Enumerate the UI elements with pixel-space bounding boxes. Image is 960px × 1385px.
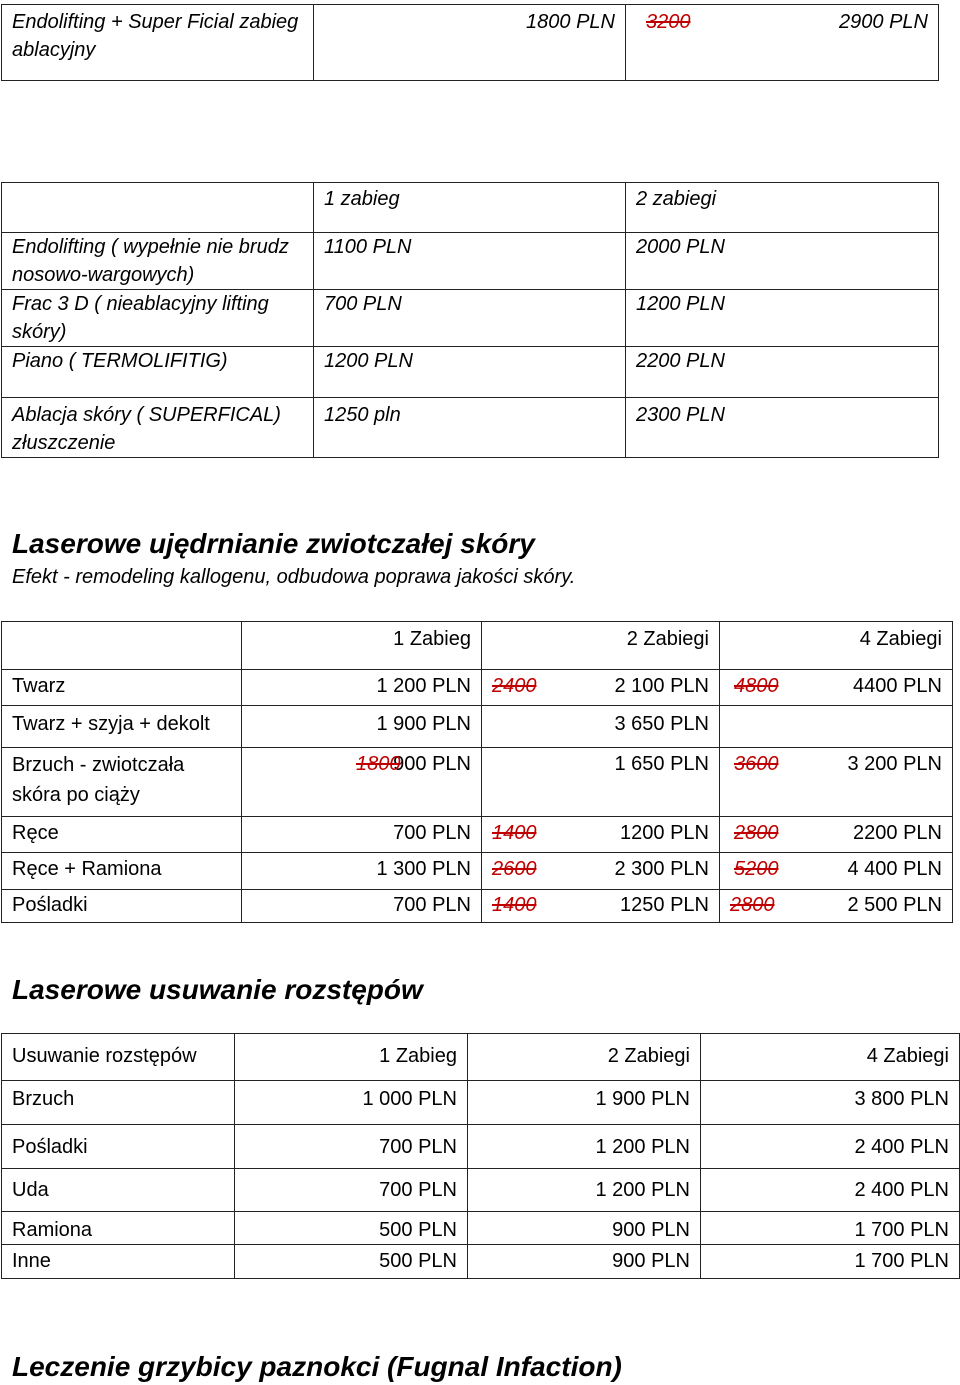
- table-header-row: [2, 1034, 960, 1081]
- treatment-name: Ręce + Ramiona: [2, 853, 242, 890]
- price-cell: [482, 853, 720, 890]
- table-row: [2, 853, 953, 890]
- price-value: 2200 PLN: [853, 822, 942, 844]
- price-cell: 700 PLN: [235, 1169, 468, 1212]
- price-value: 3 200 PLN: [847, 753, 942, 775]
- price-value: 1200 PLN: [620, 822, 709, 844]
- price-cell: [720, 817, 953, 853]
- price-value: 2 300 PLN: [614, 858, 709, 880]
- price-cell: 700 PLN: [314, 290, 626, 347]
- price-cell: [482, 670, 720, 706]
- old-price: 2400: [492, 675, 537, 697]
- treatment-name: Piano ( TERMOLIFITIG): [2, 347, 314, 398]
- column-header: 2 Zabiegi: [482, 622, 720, 670]
- old-price: 5200: [734, 858, 779, 880]
- old-price: 2800: [734, 822, 779, 844]
- price-cell: [720, 670, 953, 706]
- price-cell: [720, 853, 953, 890]
- table-row: [2, 706, 953, 748]
- column-header: 4 Zabiegi: [720, 622, 953, 670]
- section-title: Leczenie grzybicy paznokci (Fugnal Infaction): [12, 1351, 622, 1382]
- price-cell: 1250 pln: [314, 398, 626, 458]
- price-value: 4 400 PLN: [847, 858, 942, 880]
- table-row: [2, 233, 939, 290]
- price-value: 1800 PLN: [526, 11, 615, 33]
- column-header: 1 zabieg: [314, 183, 626, 233]
- column-header: 4 Zabiegi: [701, 1034, 960, 1081]
- old-price: 2800: [730, 894, 775, 916]
- column-header: 1 Zabieg: [242, 622, 482, 670]
- area-name: Inne: [2, 1245, 235, 1279]
- treatment-name: Frac 3 D ( nieablacyjny lifting skóry): [2, 290, 314, 347]
- price-cell: 1200 PLN: [314, 347, 626, 398]
- empty-cell: [2, 622, 242, 670]
- price-value: 2 100 PLN: [614, 675, 709, 697]
- price-cell: 2 400 PLN: [701, 1169, 960, 1212]
- price-cell: 1 900 PLN: [242, 706, 482, 748]
- column-header: 2 Zabiegi: [468, 1034, 701, 1081]
- area-name: Uda: [2, 1169, 235, 1212]
- table-row: [2, 670, 953, 706]
- price-cell: 1 900 PLN: [468, 1081, 701, 1125]
- column-header: Usuwanie rozstępów: [2, 1034, 235, 1081]
- price-cell: 500 PLN: [235, 1212, 468, 1245]
- price-value: 1250 PLN: [620, 894, 709, 916]
- table-row: [2, 1245, 960, 1279]
- table-row: [2, 890, 953, 923]
- table-row: [2, 1081, 960, 1125]
- treatment-name: Brzuch - zwiotczała skóra po ciąży: [2, 748, 242, 817]
- firming-price-table: [1, 621, 953, 923]
- stretch-marks-table: [1, 1033, 960, 1279]
- price-cell: 2 400 PLN: [701, 1125, 960, 1169]
- price-cell: [720, 748, 953, 817]
- section-title: Laserowe usuwanie rozstępów: [12, 974, 423, 1005]
- treatment-name: Twarz: [2, 670, 242, 706]
- treatment-name: Ręce: [2, 817, 242, 853]
- treatments-table: [1, 182, 939, 458]
- table-row: [2, 817, 953, 853]
- old-price: 3200: [646, 11, 691, 33]
- price-cell: 3 800 PLN: [701, 1081, 960, 1125]
- price-cell: [482, 890, 720, 923]
- section-subtitle: Efekt - remodeling kallogenu, odbudowa poprawa jakości skóry.: [12, 566, 576, 588]
- price-cell: [482, 817, 720, 853]
- price-cell: 900 PLN: [468, 1212, 701, 1245]
- price-value: 900 PLN: [393, 753, 471, 775]
- price-cell: [720, 890, 953, 923]
- price-cell: [314, 5, 626, 81]
- price-cell: 1 000 PLN: [235, 1081, 468, 1125]
- old-price: 2600: [492, 858, 537, 880]
- treatment-name: Endolifting ( wypełnie nie brudz nosowo-wargowych): [2, 233, 314, 290]
- old-price: 1800: [356, 753, 401, 775]
- treatment-name: Twarz + szyja + dekolt: [2, 706, 242, 748]
- table-header-row: [2, 183, 939, 233]
- area-name: Pośladki: [2, 1125, 235, 1169]
- price-value: 4400 PLN: [853, 675, 942, 697]
- price-cell: 2200 PLN: [626, 347, 939, 398]
- empty-cell: [720, 706, 953, 748]
- column-header: 2 zabiegi: [626, 183, 939, 233]
- old-price: 3600: [734, 753, 779, 775]
- price-value: 1 650 PLN: [614, 753, 709, 775]
- table-row: [2, 398, 939, 458]
- price-cell: 1200 PLN: [626, 290, 939, 347]
- price-cell: 700 PLN: [242, 890, 482, 923]
- price-cell: 1 700 PLN: [701, 1212, 960, 1245]
- old-price: 1400: [492, 822, 537, 844]
- table-row: [2, 347, 939, 398]
- table-row: [2, 1169, 960, 1212]
- price-cell: 3 650 PLN: [482, 706, 720, 748]
- old-price: 4800: [734, 675, 779, 697]
- price-cell: 500 PLN: [235, 1245, 468, 1279]
- price-cell: 1 700 PLN: [701, 1245, 960, 1279]
- treatment-name: Ablacja skóry ( SUPERFICAL) złuszczenie: [2, 398, 314, 458]
- price-cell: 700 PLN: [235, 1125, 468, 1169]
- table-row: [2, 5, 939, 81]
- price-cell: 900 PLN: [468, 1245, 701, 1279]
- price-cell: 700 PLN: [242, 817, 482, 853]
- table-row: [2, 1212, 960, 1245]
- price-cell: 2300 PLN: [626, 398, 939, 458]
- price-cell: [626, 5, 939, 81]
- area-name: Ramiona: [2, 1212, 235, 1245]
- price-value: 2 500 PLN: [847, 894, 942, 916]
- price-value: 2900 PLN: [839, 11, 928, 33]
- column-header: 1 Zabieg: [235, 1034, 468, 1081]
- price-cell: 2000 PLN: [626, 233, 939, 290]
- area-name: Brzuch: [2, 1081, 235, 1125]
- table-row: [2, 290, 939, 347]
- price-cell: 1 300 PLN: [242, 853, 482, 890]
- endolifting-superficial-table: [1, 4, 939, 81]
- price-cell: 1 200 PLN: [242, 670, 482, 706]
- price-cell: 1 200 PLN: [468, 1169, 701, 1212]
- table-header-row: [2, 622, 953, 670]
- table-row: [2, 1125, 960, 1169]
- treatment-name: Pośladki: [2, 890, 242, 923]
- table-row: [2, 748, 953, 817]
- treatment-name: Endolifting + Super Ficial zabieg ablacyjny: [2, 5, 314, 81]
- price-cell: 1100 PLN: [314, 233, 626, 290]
- empty-cell: [2, 183, 314, 233]
- old-price: 1400: [492, 894, 537, 916]
- price-cell: 1 200 PLN: [468, 1125, 701, 1169]
- section-title: Laserowe ujędrnianie zwiotczałej skóry: [12, 528, 535, 559]
